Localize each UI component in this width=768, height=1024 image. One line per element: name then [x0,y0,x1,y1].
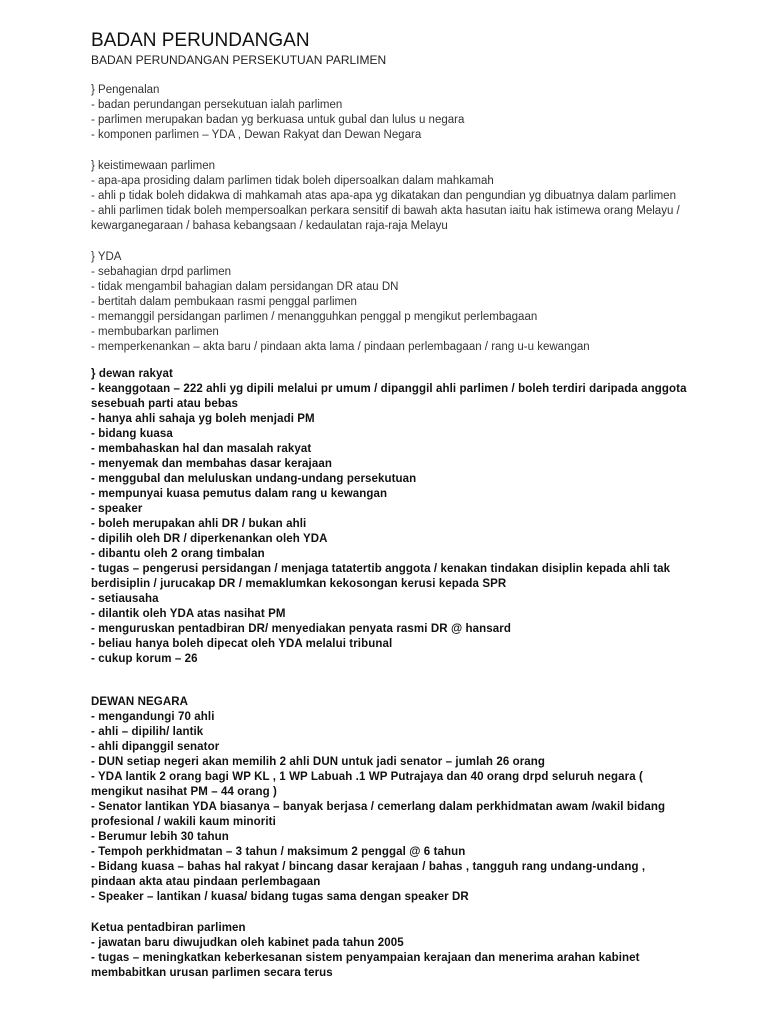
list-item: - Tempoh perkhidmatan – 3 tahun / maksimum 2 penggal @ 6 tahun [91,846,466,858]
list-item: - jawatan baru diwujudkan oleh kabinet pada tahun 2005 [91,937,404,949]
list-item: - tidak mengambil bahagian dalam persidangan DR atau DN [91,281,399,293]
list-item: - YDA lantik 2 orang bagi WP KL , 1 WP Labuah .1 WP Putrajaya dan 40 orang drpd seluruh negara ( mengikut nasihat PM – 44 orang ) [91,771,643,798]
list-item: - speaker [91,503,143,515]
list-item: - keanggotaan – 222 ahli yg dipili melalui pr umum / dipanggil ahli parlimen / boleh terdiri daripada anggota sesebuah parti atau bebas [91,383,687,410]
list-item: - menyemak dan membahas dasar kerajaan [91,458,332,470]
list-item: - membubarkan parlimen [91,326,219,338]
document-subtitle: BADAN PERUNDANGAN PERSEKUTUAN PARLIMEN [91,53,387,67]
section-heading: } YDA [91,251,122,263]
list-item: - ahli p tidak boleh didakwa di mahkamah atas apa-apa yg dikatakan dan pengundian yg dibuatnya dalam parlimen [91,190,676,202]
list-item: - Senator lantikan YDA biasanya – banyak berjasa / cemerlang dalam perkhidmatan awam /wakil bidang profesional / wakili kaum minoriti [91,801,666,828]
section-heading: } Pengenalan [91,84,160,96]
list-item: - bertitah dalam pembukaan rasmi penggal parlimen [91,296,357,308]
section-heading: } dewan rakyat [91,368,173,380]
list-item: - ahli – dipilih/ lantik [91,726,204,738]
list-item: - apa-apa prosiding dalam parlimen tidak boleh dipersoalkan dalam mahkamah [91,175,494,187]
list-item: - menggubal dan meluluskan undang-undang persekutuan [91,473,417,485]
document-page [91,30,691,981]
list-item: - tugas – meningkatkan keberkesanan sistem penyampaian kerajaan dan menerima arahan kabinet membabitkan urusan parlimen secara terus [91,952,640,979]
section-keistimewaan-parlimen [91,159,691,234]
list-item: - cukup korum – 26 [91,653,198,665]
section-dewan-rakyat [91,367,691,667]
list-item: - setiausaha [91,593,159,605]
section-ketua-pentadbiran-parlimen [91,921,691,981]
list-item: - hanya ahli sahaja yg boleh menjadi PM [91,413,315,425]
list-item: - beliau hanya boleh dipecat oleh YDA melalui tribunal [91,638,393,650]
list-item: - parlimen merupakan badan yg berkuasa untuk gubal dan lulus u negara [91,114,465,126]
section-heading: DEWAN NEGARA [91,696,189,708]
section-dewan-negara [91,695,691,905]
section-heading: } keistimewaan parlimen [91,160,216,172]
list-item: - memperkenankan – akta baru / pindaan akta lama / pindaan perlembagaan / rang u-u kewangan [91,341,590,353]
list-item: - ahli parlimen tidak boleh mempersoalkan perkara sensitif di bawah akta hasutan iaitu hak istimewa orang Melayu / kewarganegaraan / bahasa kebangsaan / kedaulatan raja-raja Melayu [91,205,680,232]
list-item: - menguruskan pentadbiran DR/ menyediakan penyata rasmi DR @ hansard [91,623,511,635]
section-heading: Ketua pentadbiran parlimen [91,922,246,934]
section-yda [91,250,691,355]
list-item: - Speaker – lantikan / kuasa/ bidang tugas sama dengan speaker DR [91,891,469,903]
list-item: - badan perundangan persekutuan ialah parlimen [91,99,343,111]
list-item: - komponen parlimen – YDA , Dewan Rakyat dan Dewan Negara [91,129,422,141]
list-item: - mempunyai kuasa pemutus dalam rang u kewangan [91,488,388,500]
section-pengenalan [91,83,691,143]
list-item: - dipilih oleh DR / diperkenankan oleh YDA [91,533,328,545]
list-item: - DUN setiap negeri akan memilih 2 ahli DUN untuk jadi senator – jumlah 26 orang [91,756,546,768]
list-item: - mengandungi 70 ahli [91,711,215,723]
list-item: - membahaskan hal dan masalah rakyat [91,443,312,455]
list-item: - sebahagian drpd parlimen [91,266,232,278]
list-item: - tugas – pengerusi persidangan / menjaga tatatertib anggota / kenakan tindakan disiplin kepada ahli tak berdisiplin / jurucakap DR / memaklumkan kekosongan kerusi kepada SPR [91,563,671,590]
list-item: - ahli dipanggil senator [91,741,220,753]
list-item: - dilantik oleh YDA atas nasihat PM [91,608,286,620]
list-item: - bidang kuasa [91,428,173,440]
list-item: - dibantu oleh 2 orang timbalan [91,548,265,560]
list-item: - Bidang kuasa – bahas hal rakyat / bincang dasar kerajaan / bahas , tangguh rang undang-undang , pindaan akta atau pindaan perlembagaan [91,861,646,888]
list-item: - memanggil persidangan parlimen / menangguhkan penggal p mengikut perlembagaan [91,311,538,323]
list-item: - boleh merupakan ahli DR / bukan ahli [91,518,307,530]
document-title: BADAN PERUNDANGAN [91,30,310,51]
list-item: - Berumur lebih 30 tahun [91,831,229,843]
